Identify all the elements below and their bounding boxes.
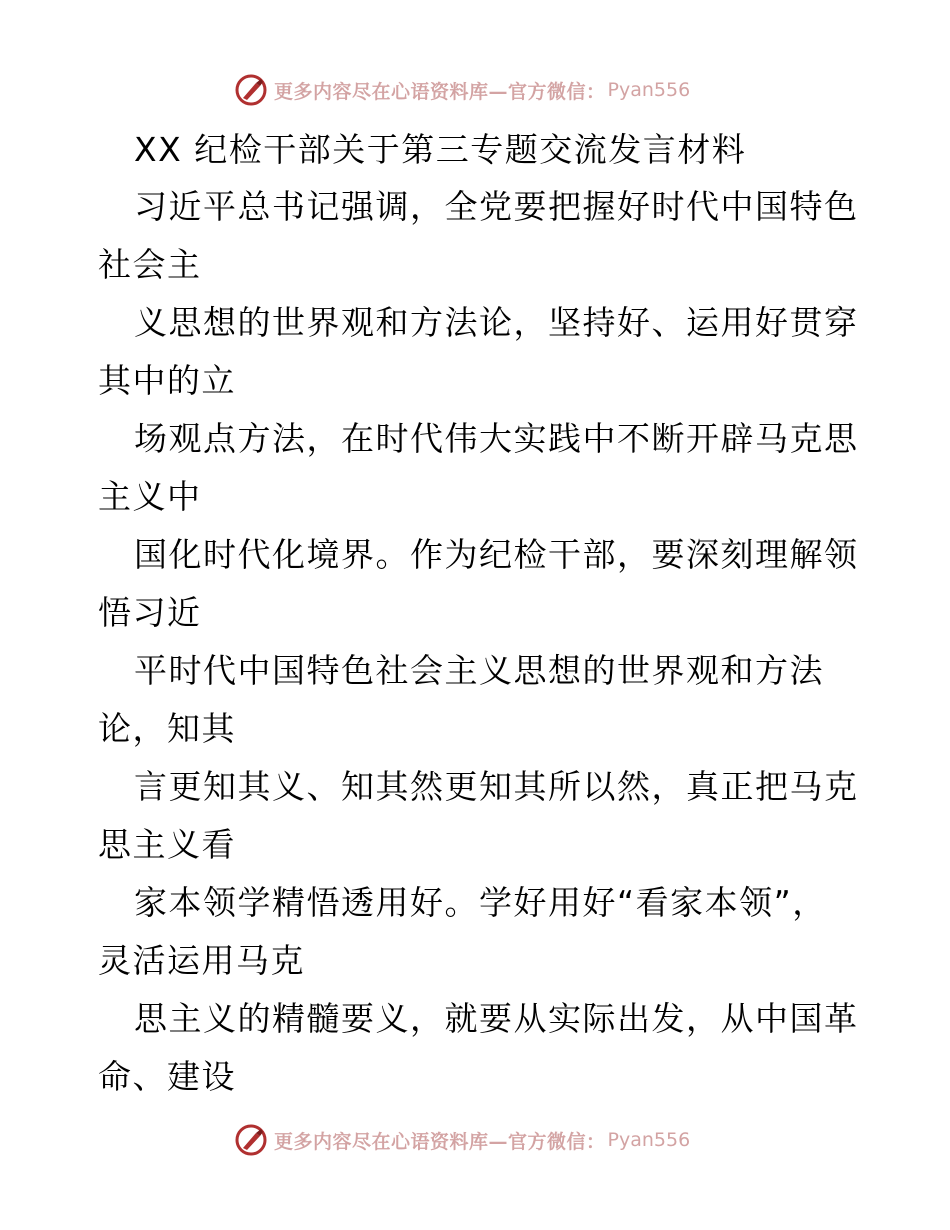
paragraph-line: 命、建设 — [98, 1057, 236, 1096]
paragraph-line: 义思想的世界观和方法论，坚持好、运用好贯穿 — [134, 303, 859, 342]
paragraph-line: 悟习近 — [98, 593, 202, 632]
pen-logo-icon — [234, 73, 268, 107]
paragraph-line: 论，知其 — [98, 709, 236, 748]
paragraph-line: 主义中 — [98, 477, 202, 516]
paragraph-line: 社会主 — [98, 245, 202, 284]
paragraph-line: 思主义的精髓要义，就要从实际出发，从中国革 — [134, 999, 859, 1038]
paragraph-line: 平时代中国特色社会主义思想的世界观和方法 — [134, 651, 824, 690]
paragraph-line: 国化时代化境界。作为纪检干部，要深刻理解领 — [134, 535, 859, 574]
paragraph-line: 习近平总书记强调，全党要把握好时代中国特色 — [134, 187, 859, 226]
document-title: XX 纪检干部关于第三专题交流发言材料 — [134, 130, 747, 169]
paragraph-line: 其中的立 — [98, 361, 236, 400]
watermark-text: 更多内容尽在心语资料库—官方微信： — [274, 80, 606, 103]
paragraph-line: 灵活运用马克 — [98, 941, 305, 980]
pen-logo-icon — [234, 1123, 268, 1157]
header-watermark — [234, 72, 690, 108]
watermark-wechat-id: Pyan556 — [607, 1129, 691, 1151]
paragraph-line: 思主义看 — [98, 825, 236, 864]
paragraph-line: 言更知其义、知其然更知其所以然，真正把马克 — [134, 767, 859, 806]
watermark-wechat-id: Pyan556 — [607, 79, 691, 101]
paragraph-line: 家本领学精悟透用好。学好用好“看家本领”， — [134, 883, 827, 922]
footer-watermark — [234, 1122, 690, 1158]
paragraph-line: 场观点方法，在时代伟大实践中不断开辟马克思 — [134, 419, 859, 458]
watermark-text: 更多内容尽在心语资料库—官方微信： — [274, 1130, 606, 1153]
